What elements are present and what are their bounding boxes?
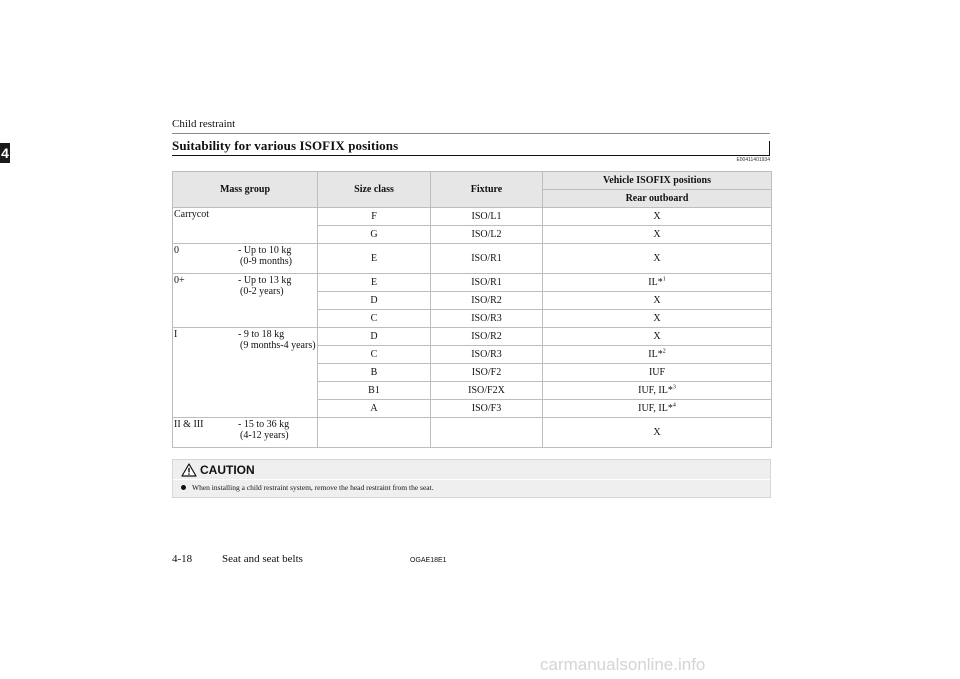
size-class-cell: A (318, 400, 431, 418)
fixture-cell: ISO/R3 (431, 310, 543, 328)
rear-outboard-cell (543, 226, 772, 244)
mass-range-weight: - 9 to 18 kg (238, 329, 285, 340)
rear-outboard-cell (543, 418, 772, 448)
size-class-cell: E (318, 244, 431, 274)
caution-label: CAUTION (200, 463, 255, 477)
fixture-cell: ISO/R2 (431, 292, 543, 310)
rear-outboard-cell (543, 346, 772, 364)
mass-group-name: 0+ (174, 275, 185, 286)
title-end-marker (769, 141, 770, 155)
footnote-marker: 2 (662, 348, 666, 355)
footer-section-name: Seat and seat belts (222, 553, 303, 565)
mass-range-age: (0-9 months) (240, 256, 292, 267)
footnote-marker: 1 (662, 276, 666, 283)
suitability-value: X (653, 229, 661, 240)
rear-outboard-cell (543, 244, 772, 274)
suitability-value: X (653, 427, 661, 438)
suitability-value: IL* (648, 349, 663, 360)
title-underline (172, 155, 770, 156)
size-class-cell: B (318, 364, 431, 382)
size-class-cell: C (318, 310, 431, 328)
mass-group-range (238, 209, 240, 220)
mass-range-age: (0-2 years) (240, 286, 284, 297)
footnote-marker: 3 (672, 384, 676, 391)
fixture-cell: ISO/R3 (431, 346, 543, 364)
table-row (173, 418, 772, 448)
mass-group-range (238, 275, 291, 297)
mass-range-weight: - Up to 13 kg (238, 275, 292, 286)
suitability-value: IL* (648, 277, 663, 288)
mass-group-name: I (174, 329, 178, 340)
suitability-value: X (653, 253, 661, 264)
mass-group-name: Carrycot (174, 209, 209, 220)
size-class-cell: C (318, 346, 431, 364)
mass-range-age: (4-12 years) (240, 430, 289, 441)
fixture-cell: ISO/F3 (431, 400, 543, 418)
running-header: Child restraint (172, 118, 236, 130)
size-class-cell: G (318, 226, 431, 244)
fixture-cell: ISO/R2 (431, 328, 543, 346)
size-class-cell: E (318, 274, 431, 292)
rear-outboard-cell (543, 292, 772, 310)
size-class-cell: D (318, 328, 431, 346)
rear-outboard-cell (543, 400, 772, 418)
rear-outboard-cell (543, 364, 772, 382)
watermark: carmanualsonline.info (540, 655, 706, 674)
fixture-cell: ISO/F2X (431, 382, 543, 400)
suitability-value: X (653, 313, 661, 324)
footer-manual-code: OGAE18E1 (410, 557, 447, 564)
mass-group-cell (173, 208, 318, 244)
header-divider (172, 133, 770, 134)
mass-group-range (238, 245, 292, 267)
column-header-fixture: Fixture (431, 172, 543, 208)
table-body (173, 208, 772, 448)
bullet-icon (181, 485, 186, 490)
size-class-cell (318, 418, 431, 448)
rear-outboard-cell (543, 208, 772, 226)
mass-range-weight: - Up to 10 kg (238, 245, 292, 256)
suitability-value: IUF, IL* (638, 385, 673, 396)
column-header-mass-group: Mass group (173, 172, 318, 208)
page-number: 4-18 (172, 553, 193, 565)
caution-divider (173, 479, 770, 480)
warning-triangle-icon (181, 463, 197, 477)
size-class-cell: B1 (318, 382, 431, 400)
column-header-size-class: Size class (318, 172, 431, 208)
chapter-tab: 4 (1, 145, 9, 161)
caution-item (181, 483, 434, 492)
suitability-value: IUF (648, 367, 666, 378)
footnote-marker: 4 (672, 402, 676, 409)
suitability-value: X (653, 211, 661, 222)
table-row (173, 274, 772, 292)
mass-group-range (238, 329, 316, 351)
fixture-cell: ISO/R1 (431, 274, 543, 292)
column-header-vehicle-positions: Vehicle ISOFIX positions (543, 172, 772, 190)
size-class-cell: D (318, 292, 431, 310)
caution-box (172, 459, 771, 498)
fixture-cell: ISO/L1 (431, 208, 543, 226)
table-row (173, 208, 772, 226)
page-title: Suitability for various ISOFIX positions (172, 138, 399, 153)
mass-group-name: II & III (174, 419, 204, 430)
fixture-cell (431, 418, 543, 448)
rear-outboard-cell (543, 382, 772, 400)
column-header-rear-outboard: Rear outboard (543, 190, 772, 208)
suitability-value: X (653, 295, 661, 306)
mass-group-cell (173, 244, 318, 274)
mass-group-name: 0 (174, 245, 179, 256)
size-class-cell: F (318, 208, 431, 226)
rear-outboard-cell (543, 274, 772, 292)
mass-group-range (238, 419, 289, 441)
suitability-value: X (653, 331, 661, 342)
mass-range-weight: - 15 to 36 kg (238, 419, 290, 430)
caution-item-text: When installing a child restraint system, remove the head restraint from the seat. (192, 483, 434, 492)
caution-heading (181, 462, 255, 478)
mass-range-age: (9 months-4 years) (240, 340, 316, 351)
suitability-value: IUF, IL* (638, 403, 673, 414)
fixture-cell: ISO/L2 (431, 226, 543, 244)
rear-outboard-cell (543, 310, 772, 328)
rear-outboard-cell (543, 328, 772, 346)
mass-group-cell (173, 274, 318, 328)
document-code: E00411401934 (736, 157, 770, 163)
fixture-cell: ISO/F2 (431, 364, 543, 382)
mass-group-cell (173, 418, 318, 448)
mass-group-cell (173, 328, 318, 418)
table-row (173, 328, 772, 346)
table-row (173, 244, 772, 274)
fixture-cell: ISO/R1 (431, 244, 543, 274)
isofix-suitability-table (172, 171, 772, 448)
